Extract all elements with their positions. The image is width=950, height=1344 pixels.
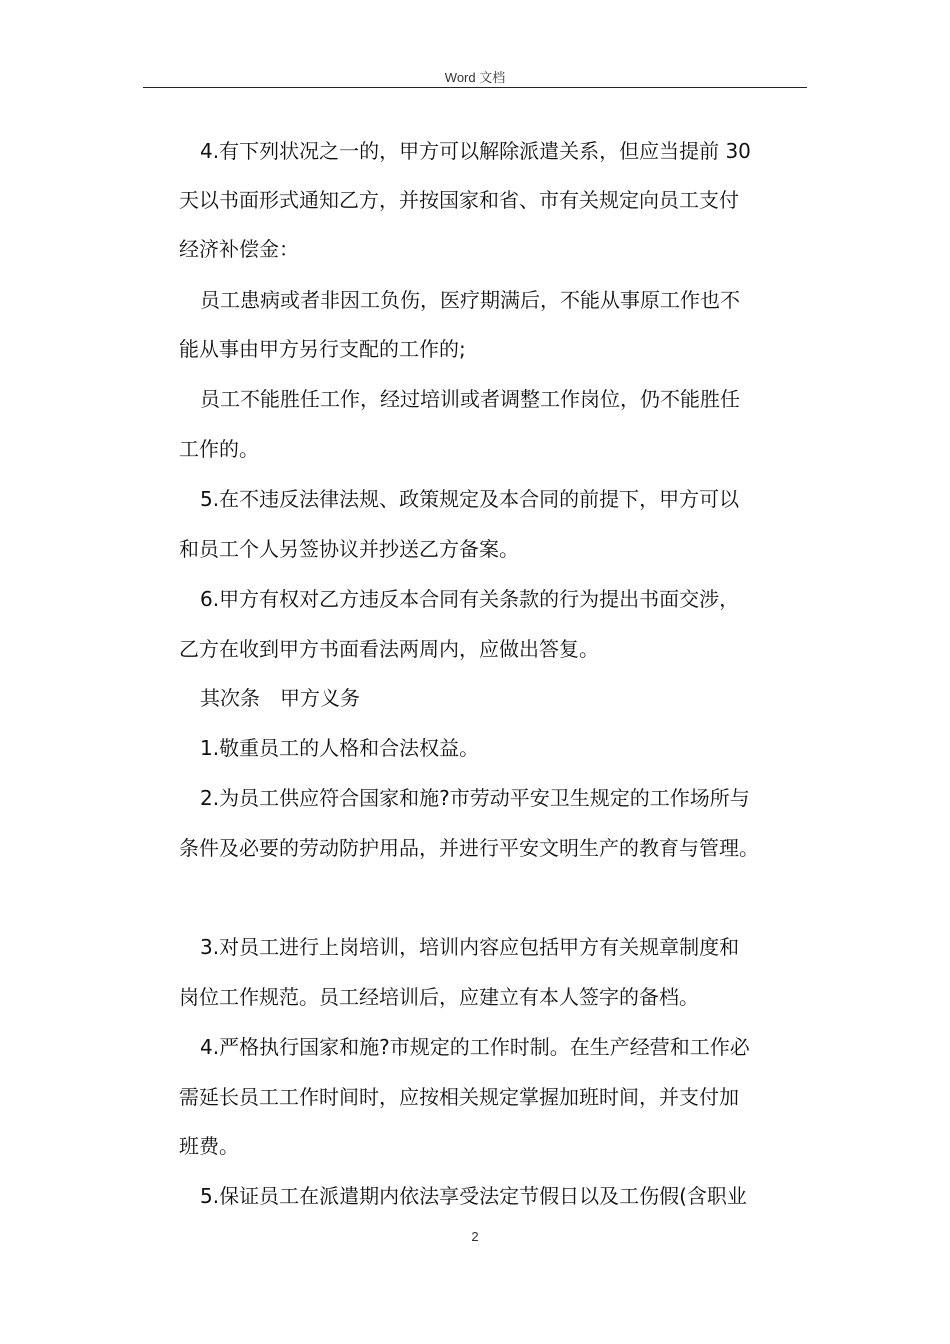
- body-line-14: 2.为员工供应符合国家和施?市劳动平安卫生规定的工作场所与: [200, 786, 750, 810]
- body-line-5: 能从事由甲方另行支配的工作的;: [179, 337, 466, 361]
- body-line-16: 3.对员工进行上岗培训，培训内容应包括甲方有关规章制度和: [200, 935, 740, 959]
- body-line-15: 条件及必要的劳动防护用品，并进行平安文明生产的教育与管理。: [179, 836, 759, 860]
- body-line-6: 员工不能胜任工作，经过培训或者调整工作岗位，仍不能胜任: [200, 387, 740, 411]
- body-line-21: 5.保证员工在派遣期内依法享受法定节假日以及工伤假(含职业: [200, 1184, 747, 1208]
- body-line-3: 经济补偿金：: [179, 237, 299, 261]
- body-line-1: 4.有下列状况之一的，甲方可以解除派遣关系，但应当提前 30: [200, 139, 751, 163]
- body-line-11: 乙方在收到甲方书面看法两周内，应做出答复。: [179, 637, 599, 661]
- body-line-17: 岗位工作规范。员工经培训后，应建立有本人签字的备档。: [179, 985, 699, 1009]
- section-heading: 其次条 甲方义务: [200, 686, 360, 710]
- document-header-title: Word 文档: [444, 70, 506, 85]
- header-divider: [143, 87, 807, 88]
- body-line-4: 员工患病或者非因工负伤，医疗期满后，不能从事原工作也不: [200, 288, 740, 312]
- body-line-13: 1.敬重员工的人格和合法权益。: [200, 736, 480, 760]
- body-line-10: 6.甲方有权对乙方违反本合同有关条款的行为提出书面交涉，: [200, 587, 740, 611]
- body-line-2: 天以书面形式通知乙方，并按国家和省、市有关规定向员工支付: [179, 188, 739, 212]
- body-line-18: 4.严格执行国家和施?市规定的工作时制。在生产经营和工作必: [200, 1035, 750, 1059]
- body-line-9: 和员工个人另签协议并抄送乙方备案。: [179, 537, 519, 561]
- body-line-8: 5.在不违反法律法规、政策规定及本合同的前提下，甲方可以: [200, 487, 740, 511]
- body-line-19: 需延长员工工作时间时，应按相关规定掌握加班时间，并支付加: [179, 1085, 739, 1109]
- page-number: 2: [471, 1229, 479, 1244]
- body-line-7: 工作的。: [179, 437, 259, 461]
- body-line-20: 班费。: [179, 1134, 239, 1158]
